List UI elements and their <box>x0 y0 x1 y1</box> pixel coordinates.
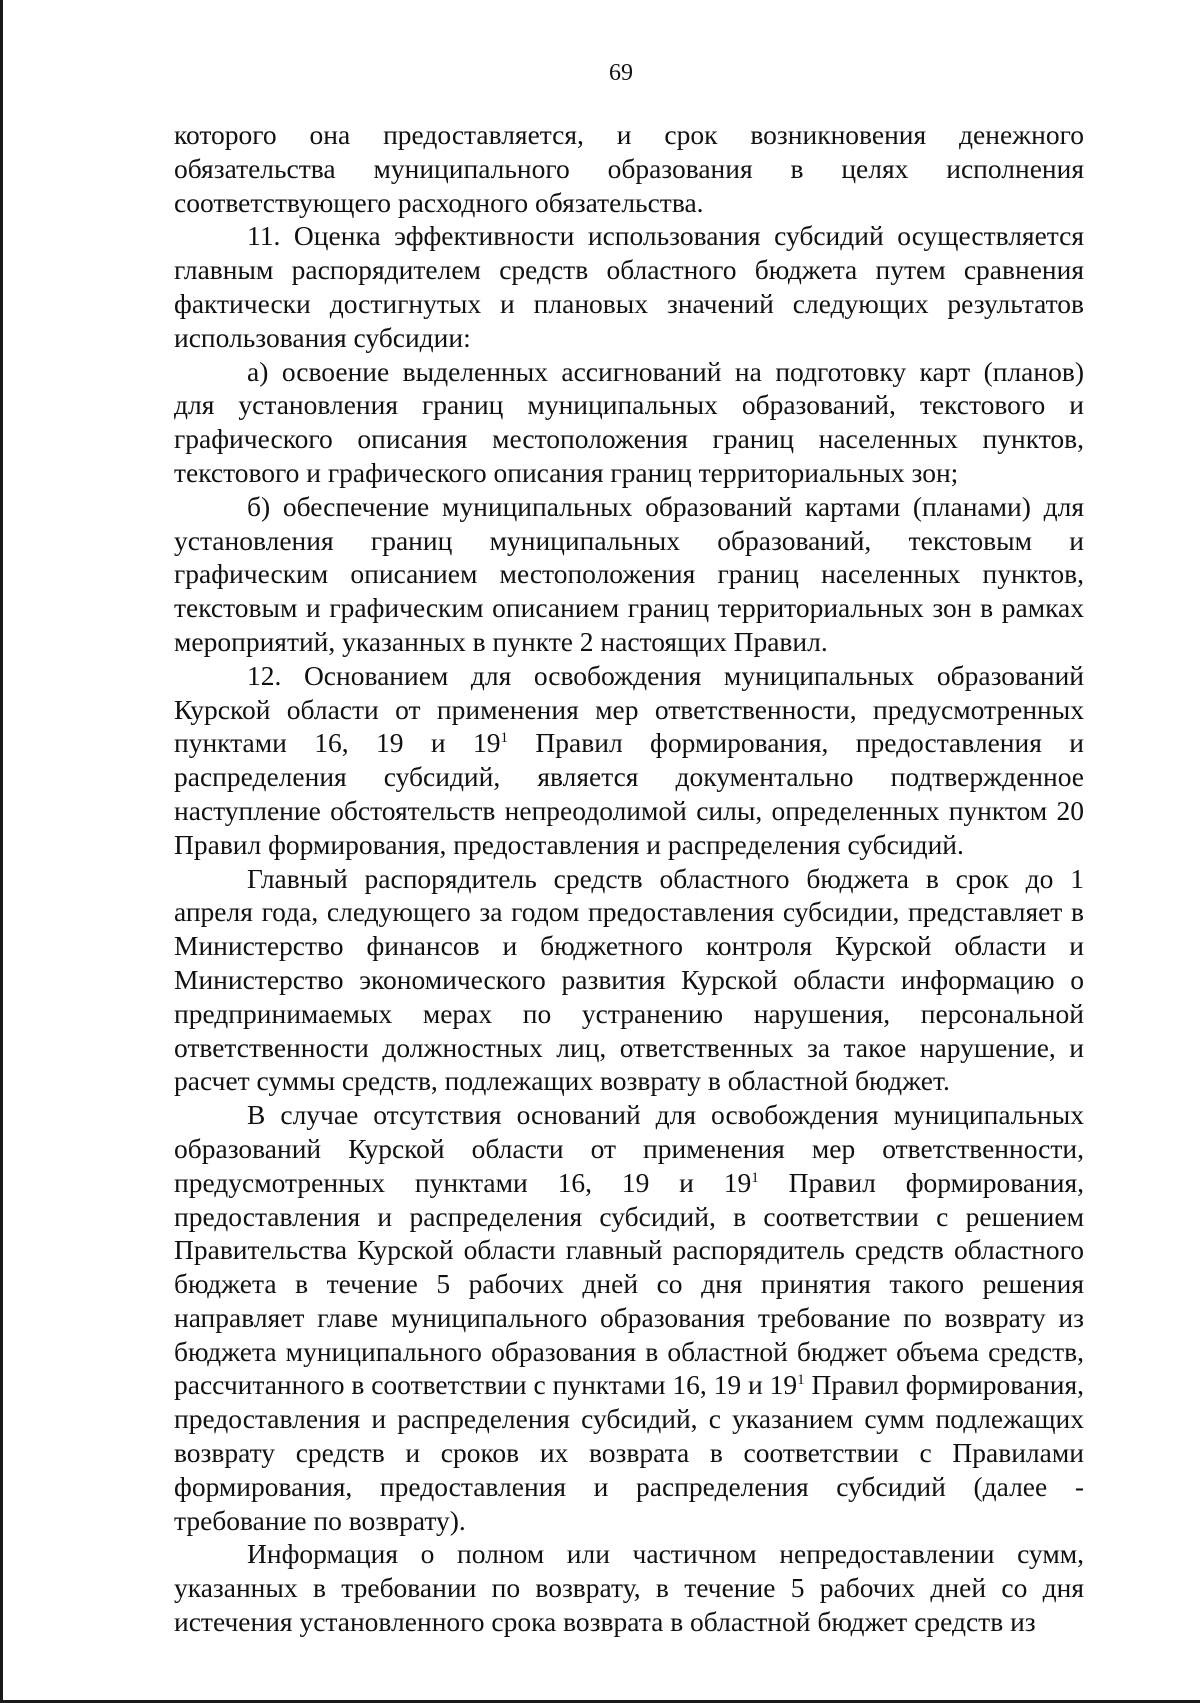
document-body <box>174 118 1084 1639</box>
scan-edge-left <box>0 0 3 1703</box>
paragraph <box>174 659 1084 862</box>
text-run: Правил формирования, предоставления и распределения субсидий, с указанием сумм подлежащих возврату средств и сроков их возврата в соответствии с Правилами формирования, предоставления и распределения субсидий (далее - требование по возврату). <box>174 1369 1084 1536</box>
paragraph: Главный распорядитель средств областного бюджета в срок до 1 апреля года, следующего за годом предоставления субсидии, представляет в Министерство финансов и бюджетного контроля Курской области и Министерство экономического развития Курской области информацию о предпринимаемых мерах по устранению нарушения, персональной ответственности должностных лиц, ответственных за такое нарушение, и расчет суммы средств, подлежащих возврату в областной бюджет. <box>174 862 1084 1097</box>
paragraph <box>174 1098 1084 1537</box>
page-number: 69 <box>609 60 633 86</box>
paragraph: Информация о полном или частичном непредоставлении сумм, указанных в требовании по возврату, в течение 5 рабочих дней со дня истечения установленного срока возврата в областной бюджет средств из <box>174 1538 1084 1638</box>
text-run: Правил формирования, предоставления и распределения субсидий, в соответствии с решением Правительства Курской области главный распорядитель средств областного бюджета в течение 5 рабочих дней со дня принятия такого решения направляет главе муниципального образования требование по возврату из бюджета муниципального образования в областной бюджет объема средств, рассчитанного в соответствии с пунктами 16, 19 и 19 <box>174 1166 1085 1401</box>
paragraph: б) обеспечение муниципальных образований картами (планами) для установления границ муниципальных образований, текстовым и графическим описанием местоположения границ населенных пунктов, текстовым и графическим описанием границ территориальных зон в рамках мероприятий, указанных в пункте 2 настоящих Правил. <box>174 490 1084 657</box>
paragraph: а) освоение выделенных ассигнований на подготовку карт (планов) для установления границ муниципальных образований, текстового и графического описания местоположения границ населенных пунктов, текстового и графического описания границ территориальных зон; <box>174 355 1084 488</box>
superscript: 1 <box>500 730 509 747</box>
text-run: Правил формирования, предоставления и распределения субсидий, является документально подтвержденное наступление обстоятельств непреодолимой силы, определенных пунктом 20 Правил формирования, предоставления и распределения субсидий. <box>174 727 1085 860</box>
superscript: 1 <box>797 1372 805 1389</box>
text-run: В случае отсутствия оснований для освобождения муниципальных образований Курской области от применения мер ответственности, предусмотренных пунктами 16, 19 и 19 <box>174 1099 1084 1198</box>
superscript: 1 <box>751 1169 759 1186</box>
text-run: 12. Основанием для освобождения муниципальных образований Курской области от применения мер ответственности, предусмотренных пунктами 16, 19 и 19 <box>174 659 1084 759</box>
paragraph: которого она предоставляется, и срок возникновения денежного обязательства муниципального образования в целях исполнения соответствующего расходного обязательства. <box>174 119 1084 218</box>
paragraph: 11. Оценка эффективности использования субсидий осуществляется главным распорядителем средств областного бюджета путем сравнения фактически достигнутых и плановых значений следующих результатов использования субсидии: <box>174 220 1084 353</box>
